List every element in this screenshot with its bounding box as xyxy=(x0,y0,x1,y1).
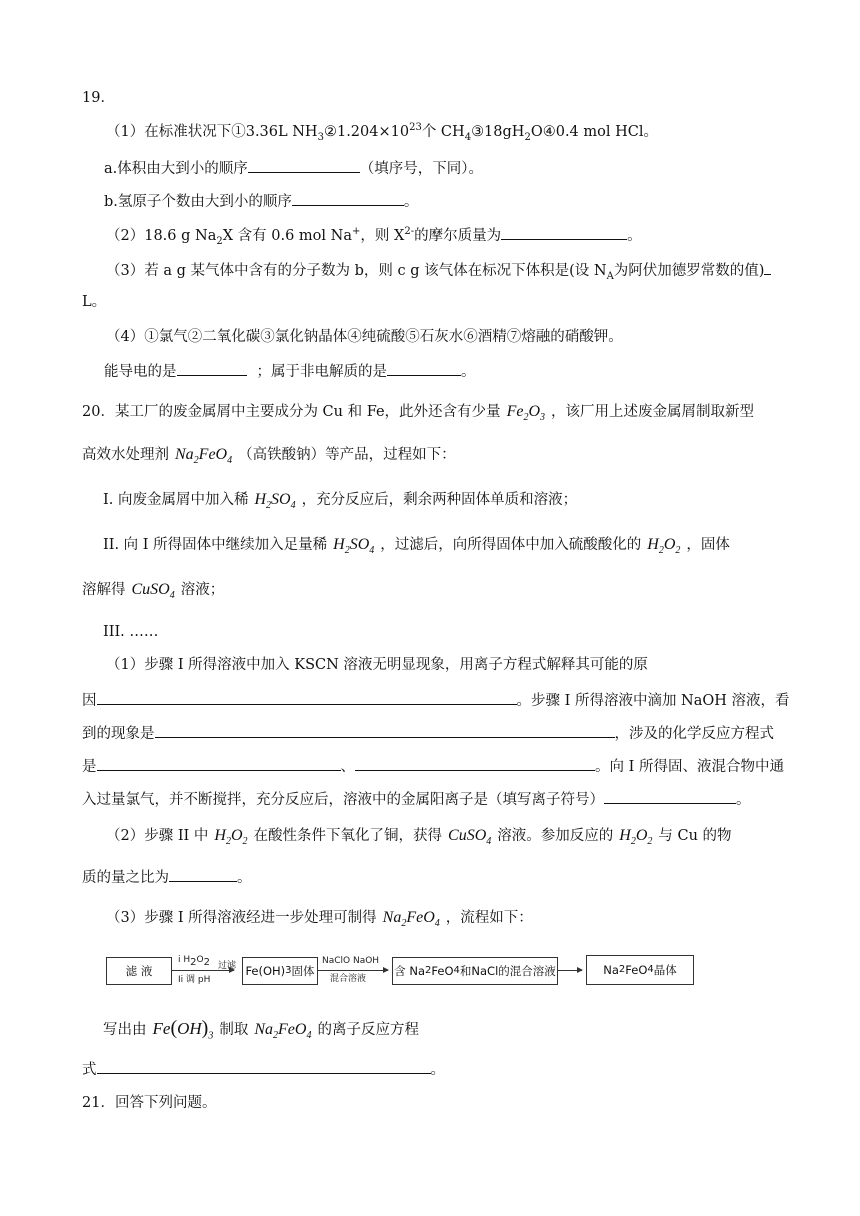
q20-intro-line2: 高效水处理剂 $Na_2FeO_4$ （高铁酸钠）等产品，过程如下： xyxy=(82,446,456,467)
q20-step2-line2: 溶解得 CuSO$_4$ 溶液； xyxy=(82,581,225,602)
flow-box-filtrate: 滤 液 xyxy=(106,957,172,985)
q19-part4-questions: 能导电的是 ；属于非电解质的是 。 xyxy=(104,360,476,382)
formula-feoh3: $Fe(OH)_3$ xyxy=(152,1017,214,1042)
answer-blank[interactable] xyxy=(177,360,247,376)
q19-a-line: a.体积由大到小的顺序 （填序号，下同）。 xyxy=(104,157,483,179)
q20-sub3-line: （3）步骤 I 所得溶液经进一步处理可制得 $Na_2FeO_4$ ，流程如下： xyxy=(106,909,533,930)
q21-heading: 21．回答下列问题。 xyxy=(82,1095,217,1111)
formula-h2o2: $H_2O_2$ xyxy=(619,827,653,848)
q19-number: 19． xyxy=(82,90,115,106)
formula-h2so4: $H_2SO_4$ xyxy=(254,491,296,512)
flow-arrow-3 xyxy=(318,970,388,971)
q19-part3-line: （3）若 a g 某气体中含有的分子数为 b，则 c g 该气体在标况下体积是(设 $N_A$为阿伏加德罗常数的值) xyxy=(106,259,771,281)
flow-arrow2-label: 过滤 xyxy=(218,961,237,971)
q20-write-line1: 写出由 $Fe(OH)_3$ 制取 $Na_2FeO_4$ 的离子反应方程 xyxy=(103,1017,419,1042)
formula-h2o2: $H_2O_2$ xyxy=(647,536,681,557)
q20-sub1-line4: 是 、 。向 I 所得固、液混合物中通 xyxy=(82,755,784,777)
q20-sub1-line3: 到的现象是 ，涉及的化学反应方程式 xyxy=(82,722,774,744)
formula-na2feo4: $Na_2FeO_4$ xyxy=(175,446,233,467)
answer-blank[interactable] xyxy=(292,190,404,206)
flow-arrow3-label-top: NaClO NaOH xyxy=(322,956,380,966)
answer-blank[interactable] xyxy=(97,1058,431,1074)
q20-intro-line1: 20．某工厂的废金属屑中主要成分为 Cu 和 Fe，此外还含有少量 $Fe_2O_3$ ，该厂用上述废金属屑制取新型 xyxy=(82,403,754,424)
q19-part4-line: （4）①氯气②二氧化碳③氯化钠晶体④纯硫酸⑤石灰水⑥酒精⑦熔融的硝酸钾。 xyxy=(106,329,623,345)
flow-arrow1-label-top: i $H_2O_2$ xyxy=(178,955,210,968)
answer-blank[interactable] xyxy=(97,755,341,771)
q20-sub1-line5: 入过量氯气，并不断搅拌，充分反应后，溶液中的金属阳离子是（填写离子符号） 。 xyxy=(82,788,751,810)
formula-na2feo4: $Na_2FeO_4$ xyxy=(254,1021,312,1042)
q20-sub1-line2: 因 。步骤 I 所得溶液中滴加 NaOH 溶液，看 xyxy=(82,689,790,711)
formula-fe2o3: $Fe_2O_3$ xyxy=(506,403,545,424)
flow-arrow-4 xyxy=(558,970,582,971)
q19-b-line: b.氢原子个数由大到小的顺序 。 xyxy=(104,190,418,212)
answer-blank[interactable] xyxy=(169,866,237,882)
flow-box-na2feo4-crystal: Na 2 FeO 4 晶体 xyxy=(586,955,694,985)
q19-part1-line: （1）在标准状况下①3.36L $NH_3②1.204\times 10^{23}$个 $CH_4③18gH_2O④0.4$ mol HCl。 xyxy=(106,122,658,143)
q19-part2-line: （2）18.6 g $Na_2X$ 含有 0.6 mol Na+，则 $X^{2-}$的摩尔质量为 。 xyxy=(106,224,642,246)
formula-na2feo4: $Na_2FeO_4$ xyxy=(382,909,440,930)
q19-part3-unit: L。 xyxy=(82,294,107,310)
answer-blank[interactable] xyxy=(764,259,771,275)
q20-write-line2: 式 。 xyxy=(82,1058,445,1080)
answer-blank[interactable] xyxy=(604,788,736,804)
q20-step3: III. …… xyxy=(103,624,159,640)
formula-cuso4: CuSO$_4$ xyxy=(131,581,175,602)
flow-box-mixed-solution: 含 Na 2 FeO 4 和NaCl的混合溶液 xyxy=(392,957,558,985)
formula-h2so4: $H_2SO_4$ xyxy=(333,536,375,557)
q20-sub1-line1: （1）步骤 I 所得溶液中加入 KSCN 溶液无明显现象，用离子方程式解释其可能的原 xyxy=(106,657,648,673)
q20-sub2-line2: 质的量之比为 。 xyxy=(82,866,252,888)
formula-h2o2: $H_2O_2$ xyxy=(214,827,248,848)
flow-arrow1-label-bottom: Ii 调 pH xyxy=(178,975,211,985)
answer-blank[interactable] xyxy=(248,157,360,173)
answer-blank[interactable] xyxy=(355,755,595,771)
q20-step2-line1: II. 向 I 所得固体中继续加入足量稀 $H_2SO_4$ ，过滤后，向所得固体中加入硫酸酸化的 $H_2O_2$ ，固体 xyxy=(103,536,730,557)
q20-step1: I. 向废金属屑中加入稀 $H_2SO_4$ ，充分反应后，剩余两种固体单质和溶液； xyxy=(103,491,578,512)
flow-box-feoh3-solid: Fe(OH) 3 固体 xyxy=(242,957,318,985)
answer-blank[interactable] xyxy=(97,689,517,705)
formula-cuso4: CuSO$_4$ xyxy=(448,827,492,848)
flow-arrow3-label-bottom: 混合溶液 xyxy=(330,974,367,984)
answer-blank[interactable] xyxy=(387,360,461,376)
q20-sub2-line1: （2）步骤 II 中 $H_2O_2$ 在酸性条件下氧化了铜，获得 CuSO$_4$ 溶液。参加反应的 $H_2O_2$ 与 Cu 的物 xyxy=(106,827,732,848)
answer-blank[interactable] xyxy=(155,722,615,738)
answer-blank[interactable] xyxy=(501,224,627,240)
